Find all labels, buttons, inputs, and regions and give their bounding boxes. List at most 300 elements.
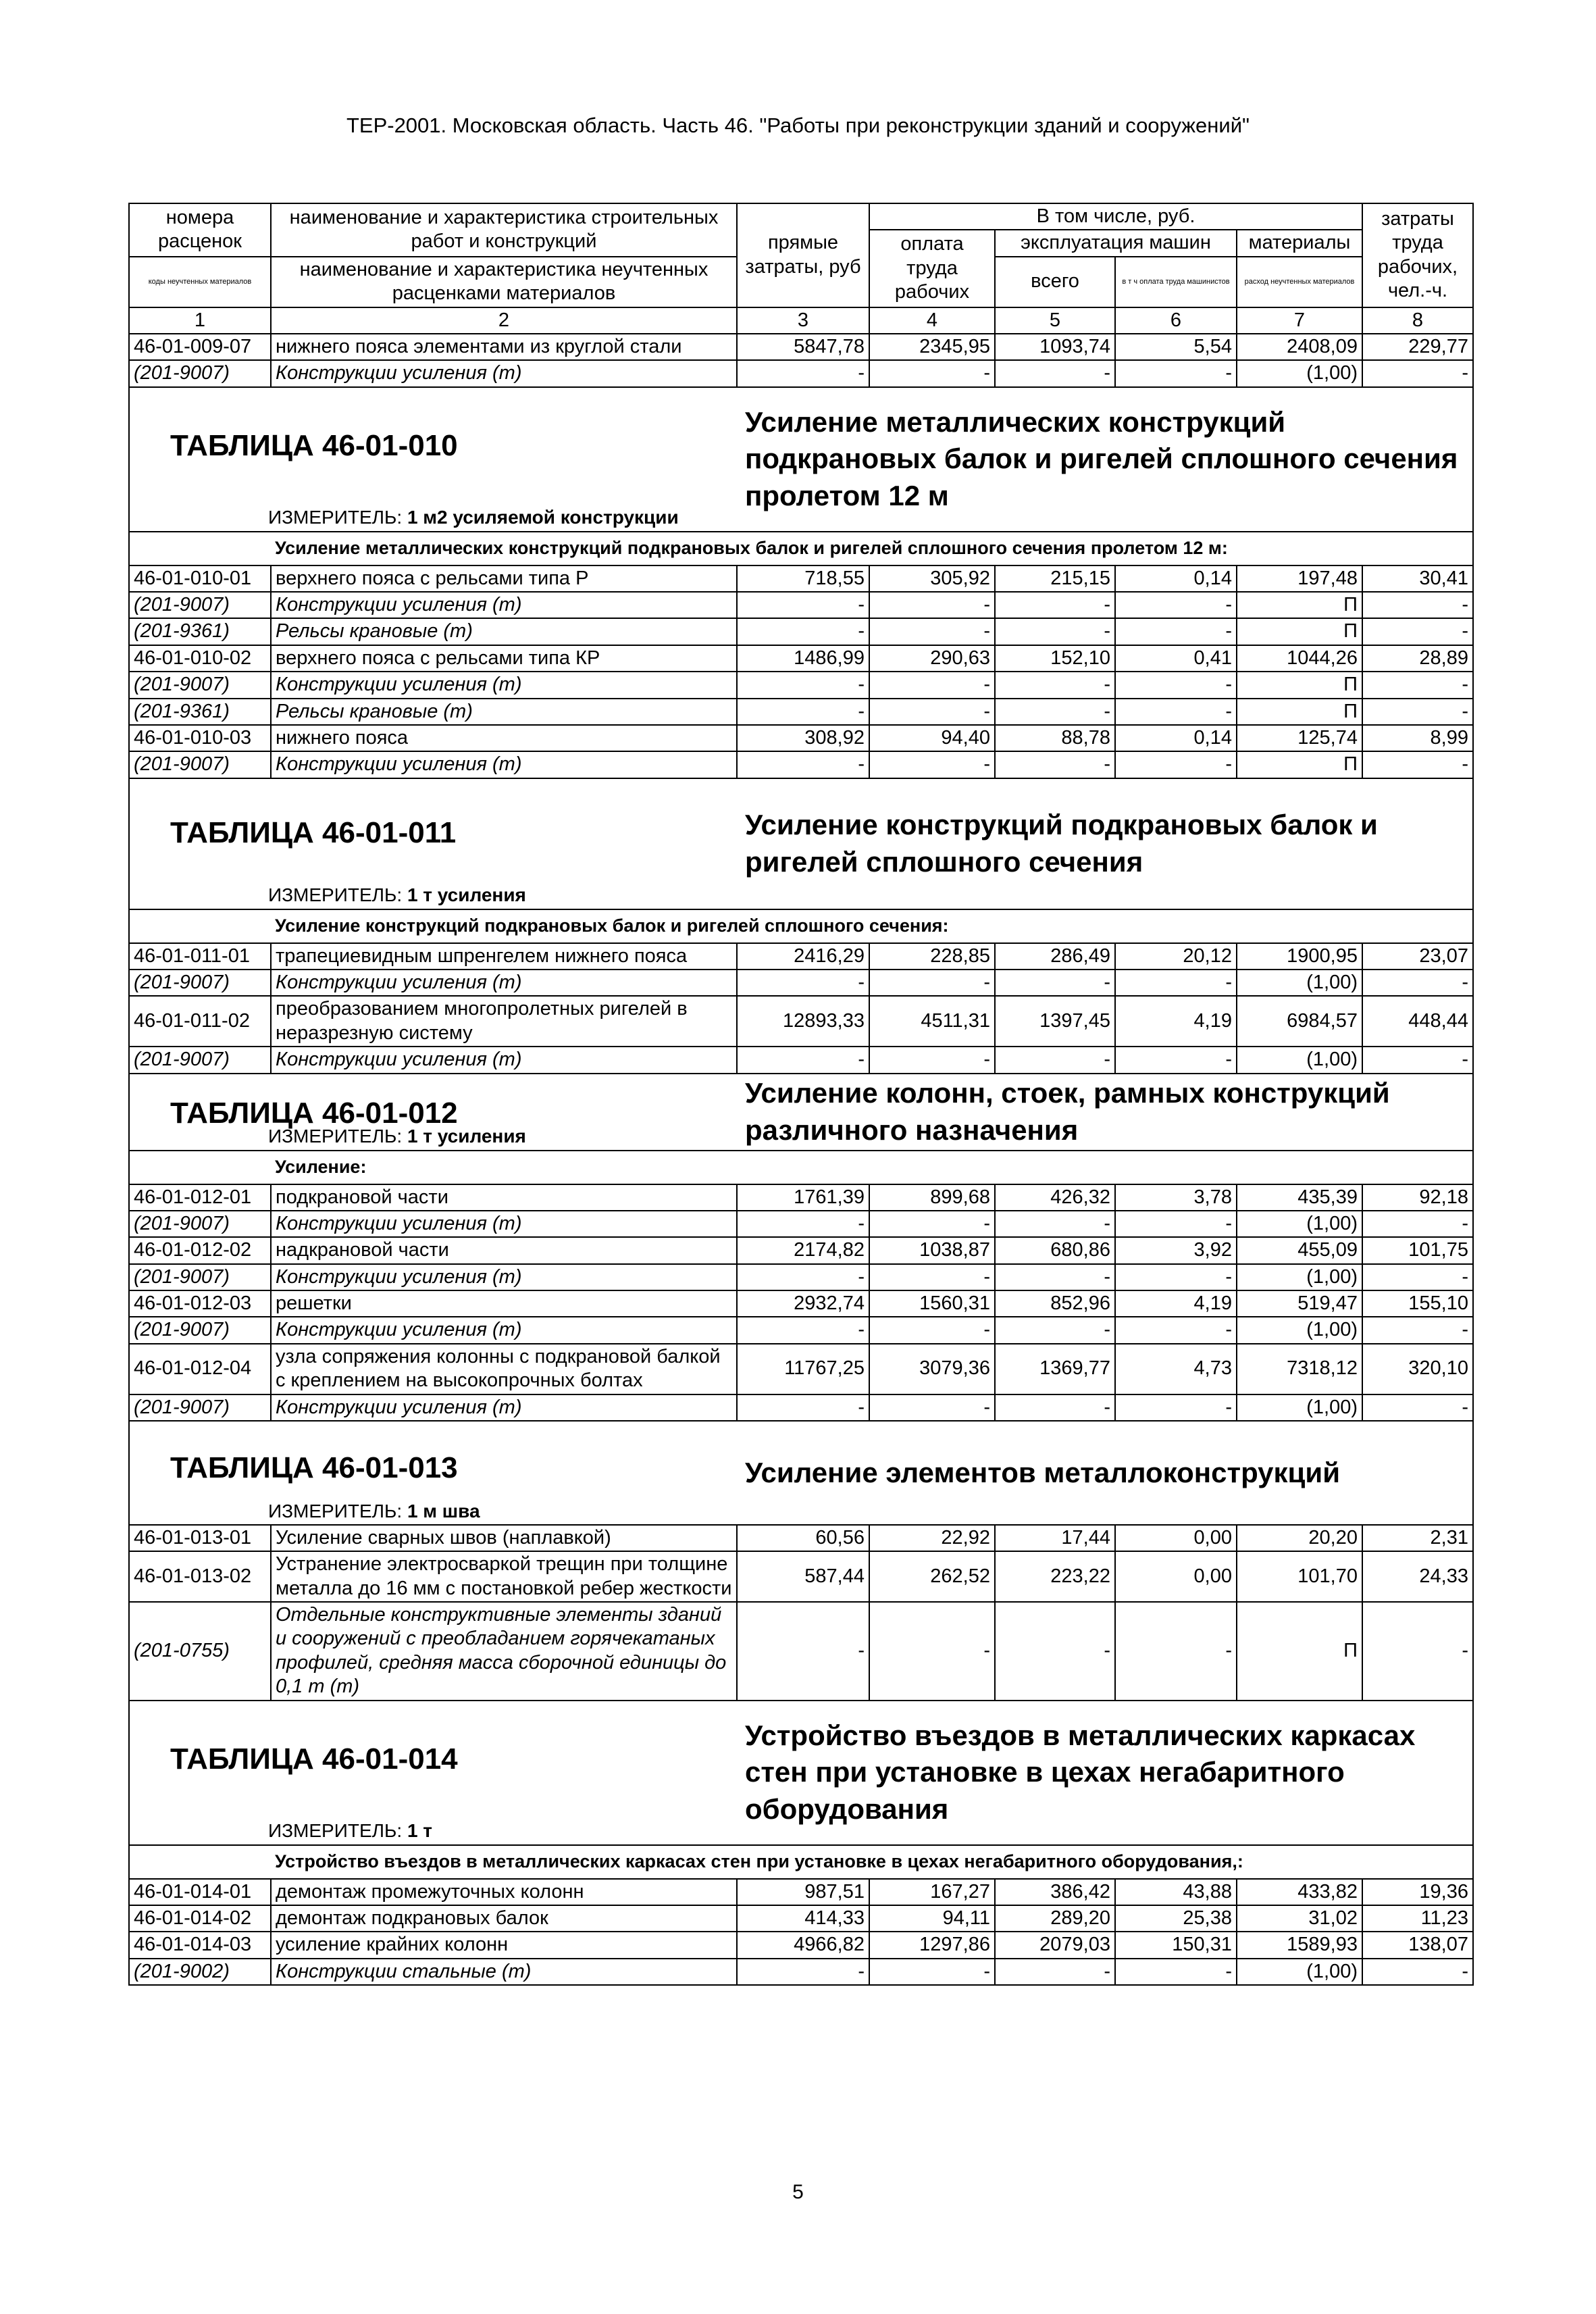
value-cell: 94,40 <box>869 725 995 751</box>
value-cell: - <box>737 1317 869 1343</box>
value-cell: 899,68 <box>869 1184 995 1211</box>
value-cell: 4966,82 <box>737 1932 869 1958</box>
value-cell: 433,82 <box>1237 1879 1362 1905</box>
material-row <box>129 751 1473 778</box>
value-cell: - <box>1362 1211 1473 1237</box>
table-title-row <box>129 778 1473 909</box>
value-cell: - <box>1362 360 1473 386</box>
rate-code: 46-01-009-07 <box>129 334 271 360</box>
rate-name: узла сопряжения колонны с подкрановой балкой с креплением на высокопрочных болтах <box>271 1344 737 1394</box>
measure-value: 1 т усиления <box>407 884 526 906</box>
value-cell: - <box>995 1959 1115 1985</box>
rate-code: 46-01-012-02 <box>129 1237 271 1263</box>
value-cell: 4,73 <box>1115 1344 1237 1394</box>
measure-line <box>268 1500 480 1523</box>
rate-name: верхнего пояса с рельсами типа КР <box>271 645 737 672</box>
table-row <box>129 645 1473 672</box>
value-cell: 20,20 <box>1237 1525 1362 1551</box>
rate-code: 46-01-010-02 <box>129 645 271 672</box>
value-cell: - <box>737 1211 869 1237</box>
material-row <box>129 1317 1473 1343</box>
value-cell: 1560,31 <box>869 1290 995 1317</box>
value-cell: (1,00) <box>1237 1317 1362 1343</box>
table-subtitle: Усиление конструкций подкрановых балок и ригелей сплошного сечения <box>737 778 1473 909</box>
value-cell: 680,86 <box>995 1237 1115 1263</box>
material-name: Конструкции усиления (т) <box>271 1317 737 1343</box>
material-code: (201-9007) <box>129 1394 271 1421</box>
material-code: (201-9007) <box>129 592 271 618</box>
material-code: (201-9007) <box>129 672 271 698</box>
table-title: ТАБЛИЦА 46-01-011 <box>170 815 457 849</box>
value-cell: - <box>869 1959 995 1985</box>
value-cell: 31,02 <box>1237 1905 1362 1932</box>
hdr-materials: материалы <box>1237 230 1362 256</box>
value-cell: - <box>1362 672 1473 698</box>
value-cell: 289,20 <box>995 1905 1115 1932</box>
value-cell: - <box>1362 970 1473 996</box>
measure-value: 1 т усиления <box>407 1126 526 1147</box>
value-cell: 3,78 <box>1115 1184 1237 1211</box>
value-cell: 30,41 <box>1362 565 1473 592</box>
value-cell: - <box>995 618 1115 645</box>
section-row <box>129 1151 1473 1184</box>
value-cell: П <box>1237 699 1362 725</box>
value-cell: 223,22 <box>995 1551 1115 1602</box>
value-cell: - <box>869 1211 995 1237</box>
rate-name: нижнего пояса <box>271 725 737 751</box>
table-title-block <box>129 1074 737 1151</box>
rate-name: демонтаж подкрановых балок <box>271 1905 737 1932</box>
col-num: 1 <box>129 307 271 334</box>
material-name: Конструкции усиления (т) <box>271 1047 737 1073</box>
value-cell: 455,09 <box>1237 1237 1362 1263</box>
value-cell: 1297,86 <box>869 1932 995 1958</box>
value-cell: - <box>869 1264 995 1290</box>
value-cell: 718,55 <box>737 565 869 592</box>
hdr-labor-pay: оплата труда рабочих <box>869 230 995 307</box>
col-num: 4 <box>869 307 995 334</box>
value-cell: 0,00 <box>1115 1525 1237 1551</box>
value-cell: 386,42 <box>995 1879 1115 1905</box>
table-row <box>129 1932 1473 1958</box>
value-cell: - <box>1362 1959 1473 1985</box>
material-code: (201-9007) <box>129 360 271 386</box>
value-cell: (1,00) <box>1237 1959 1362 1985</box>
value-cell: - <box>737 1047 869 1073</box>
value-cell: - <box>869 699 995 725</box>
value-cell: 2408,09 <box>1237 334 1362 360</box>
measure-line <box>268 1819 432 1842</box>
table-row <box>129 565 1473 592</box>
value-cell: 435,39 <box>1237 1184 1362 1211</box>
table-title: ТАБЛИЦА 46-01-010 <box>170 428 458 462</box>
hdr-incl-machinists: в т ч оплата труда машинистов <box>1115 257 1237 307</box>
material-name: Конструкции усиления (т) <box>271 360 737 386</box>
value-cell: - <box>869 970 995 996</box>
value-cell: 8,99 <box>1362 725 1473 751</box>
section-row <box>129 532 1473 565</box>
value-cell: - <box>737 1394 869 1421</box>
value-cell: 138,07 <box>1362 1932 1473 1958</box>
table-title: ТАБЛИЦА 46-01-013 <box>170 1451 458 1484</box>
value-cell: 1589,93 <box>1237 1932 1362 1958</box>
rate-name: демонтаж промежуточных колонн <box>271 1879 737 1905</box>
hdr-code-sub: коды неучтенных материалов <box>129 257 271 307</box>
value-cell: - <box>737 751 869 778</box>
table-subtitle: Усиление колонн, стоек, рамных конструкций различного назначения <box>737 1074 1473 1151</box>
value-cell: 152,10 <box>995 645 1115 672</box>
rate-code: 46-01-012-01 <box>129 1184 271 1211</box>
value-cell: (1,00) <box>1237 360 1362 386</box>
material-row <box>129 1959 1473 1985</box>
value-cell: 852,96 <box>995 1290 1115 1317</box>
material-code: (201-9007) <box>129 970 271 996</box>
rate-code: 46-01-010-03 <box>129 725 271 751</box>
value-cell: - <box>1362 1602 1473 1701</box>
value-cell: - <box>1362 1394 1473 1421</box>
rate-code: 46-01-013-02 <box>129 1551 271 1602</box>
page-number: 5 <box>792 2181 804 2203</box>
value-cell: - <box>1115 1047 1237 1073</box>
value-cell: - <box>869 672 995 698</box>
table-row <box>129 1290 1473 1317</box>
value-cell: П <box>1237 751 1362 778</box>
col-num: 7 <box>1237 307 1362 334</box>
material-code: (201-9007) <box>129 751 271 778</box>
value-cell: 4,19 <box>1115 996 1237 1047</box>
measure-value: 1 м2 усиляемой конструкции <box>407 507 679 528</box>
table-row <box>129 1525 1473 1551</box>
value-cell: 1486,99 <box>737 645 869 672</box>
material-row <box>129 1394 1473 1421</box>
value-cell: - <box>1115 1264 1237 1290</box>
value-cell: 0,14 <box>1115 565 1237 592</box>
material-row <box>129 672 1473 698</box>
value-cell: - <box>869 592 995 618</box>
value-cell: 2345,95 <box>869 334 995 360</box>
value-cell: П <box>1237 1602 1362 1701</box>
table-title-row <box>129 1701 1473 1845</box>
section-heading: Усиление металлических конструкций подкрановых балок и ригелей сплошного сечения пролетом 12 м: <box>271 532 1473 565</box>
material-name: Конструкции усиления (т) <box>271 1394 737 1421</box>
value-cell: 7318,12 <box>1237 1344 1362 1394</box>
value-cell: - <box>1115 360 1237 386</box>
value-cell: 22,92 <box>869 1525 995 1551</box>
value-cell: 17,44 <box>995 1525 1115 1551</box>
table-row <box>129 1184 1473 1211</box>
value-cell: 125,74 <box>1237 725 1362 751</box>
table-title: ТАБЛИЦА 46-01-012 <box>170 1096 458 1130</box>
value-cell: 5847,78 <box>737 334 869 360</box>
value-cell: - <box>1115 751 1237 778</box>
value-cell: - <box>1115 592 1237 618</box>
rate-name: преобразованием многопролетных ригелей в неразрезную систему <box>271 996 737 1047</box>
value-cell: П <box>1237 672 1362 698</box>
value-cell: 94,11 <box>869 1905 995 1932</box>
col-num: 5 <box>995 307 1115 334</box>
value-cell: - <box>995 1047 1115 1073</box>
value-cell: 3,92 <box>1115 1237 1237 1263</box>
value-cell: - <box>995 1394 1115 1421</box>
value-cell: 23,07 <box>1362 943 1473 970</box>
value-cell: 1397,45 <box>995 996 1115 1047</box>
value-cell: - <box>737 1602 869 1701</box>
table-row <box>129 1879 1473 1905</box>
section-row <box>129 1845 1473 1879</box>
material-name: Конструкции усиления (т) <box>271 1211 737 1237</box>
hdr-mat-consumption: расход неучтенных материалов <box>1237 257 1362 307</box>
value-cell: - <box>1362 699 1473 725</box>
hdr-machines: эксплуатация машин <box>995 230 1237 256</box>
table-row <box>129 334 1473 360</box>
measure-label: ИЗМЕРИТЕЛЬ: <box>268 884 403 906</box>
value-cell: 2079,03 <box>995 1932 1115 1958</box>
value-cell: 426,32 <box>995 1184 1115 1211</box>
table-row <box>129 1905 1473 1932</box>
value-cell: 228,85 <box>869 943 995 970</box>
value-cell: (1,00) <box>1237 1264 1362 1290</box>
value-cell: 60,56 <box>737 1525 869 1551</box>
col-num: 8 <box>1362 307 1473 334</box>
material-row <box>129 1211 1473 1237</box>
rate-code: 46-01-012-04 <box>129 1344 271 1394</box>
value-cell: 3079,36 <box>869 1344 995 1394</box>
material-code: (201-9002) <box>129 1959 271 1985</box>
value-cell: - <box>869 1317 995 1343</box>
hdr-direct: прямые затраты, руб <box>737 203 869 307</box>
value-cell: 290,63 <box>869 645 995 672</box>
value-cell: 1761,39 <box>737 1184 869 1211</box>
value-cell: 229,77 <box>1362 334 1473 360</box>
col-num: 2 <box>271 307 737 334</box>
rate-name: Усиление сварных швов (наплавкой) <box>271 1525 737 1551</box>
value-cell: - <box>1362 751 1473 778</box>
value-cell: - <box>737 699 869 725</box>
value-cell: 25,38 <box>1115 1905 1237 1932</box>
value-cell: - <box>995 1264 1115 1290</box>
header-row-1 <box>129 203 1473 230</box>
table-row <box>129 1237 1473 1263</box>
value-cell: 101,70 <box>1237 1551 1362 1602</box>
rate-code: 46-01-012-03 <box>129 1290 271 1317</box>
table-subtitle: Усиление элементов металлоконструкций <box>737 1421 1473 1525</box>
material-code: (201-9007) <box>129 1047 271 1073</box>
hdr-labor-cost: затраты труда рабочих, чел.-ч. <box>1362 203 1473 307</box>
value-cell: 215,15 <box>995 565 1115 592</box>
value-cell: 28,89 <box>1362 645 1473 672</box>
value-cell: 448,44 <box>1362 996 1473 1047</box>
material-row <box>129 1264 1473 1290</box>
value-cell: 0,14 <box>1115 725 1237 751</box>
value-cell: - <box>869 360 995 386</box>
value-cell: - <box>1115 1394 1237 1421</box>
section-blank <box>129 1845 271 1879</box>
value-cell: - <box>1362 592 1473 618</box>
material-code: (201-9007) <box>129 1264 271 1290</box>
header-numbers <box>129 307 1473 334</box>
value-cell: 43,88 <box>1115 1879 1237 1905</box>
rate-name: верхнего пояса с рельсами типа Р <box>271 565 737 592</box>
section-heading: Усиление конструкций подкрановых балок и ригелей сплошного сечения: <box>271 909 1473 943</box>
value-cell: 167,27 <box>869 1879 995 1905</box>
value-cell: - <box>995 1211 1115 1237</box>
value-cell: - <box>737 618 869 645</box>
value-cell: 414,33 <box>737 1905 869 1932</box>
table-title-row <box>129 1074 1473 1151</box>
value-cell: (1,00) <box>1237 1047 1362 1073</box>
value-cell: 320,10 <box>1362 1344 1473 1394</box>
material-code: (201-9007) <box>129 1317 271 1343</box>
value-cell: 155,10 <box>1362 1290 1473 1317</box>
section-blank <box>129 1151 271 1184</box>
hdr-total: всего <box>995 257 1115 307</box>
table-title-row <box>129 1421 1473 1525</box>
col-num: 3 <box>737 307 869 334</box>
section-blank <box>129 532 271 565</box>
page-title: ТЕР-2001. Московская область. Часть 46. "Работы при реконструкции зданий и сооружений" <box>346 114 1250 137</box>
value-cell: 1369,77 <box>995 1344 1115 1394</box>
value-cell: - <box>869 1047 995 1073</box>
value-cell: 19,36 <box>1362 1879 1473 1905</box>
material-row <box>129 699 1473 725</box>
material-name: Конструкции усиления (т) <box>271 1264 737 1290</box>
material-row <box>129 592 1473 618</box>
rate-name: нижнего пояса элементами из круглой стали <box>271 334 737 360</box>
value-cell: 1038,87 <box>869 1237 995 1263</box>
value-cell: - <box>995 1317 1115 1343</box>
value-cell: - <box>1115 970 1237 996</box>
value-cell: 11,23 <box>1362 1905 1473 1932</box>
rate-code: 46-01-014-02 <box>129 1905 271 1932</box>
value-cell: 12893,33 <box>737 996 869 1047</box>
value-cell: 987,51 <box>737 1879 869 1905</box>
value-cell: - <box>1362 1047 1473 1073</box>
material-row <box>129 970 1473 996</box>
table-row <box>129 725 1473 751</box>
section-blank <box>129 909 271 943</box>
value-cell: 5,54 <box>1115 334 1237 360</box>
value-cell: 88,78 <box>995 725 1115 751</box>
value-cell: 92,18 <box>1362 1184 1473 1211</box>
measure-value: 1 т <box>407 1820 433 1842</box>
material-name: Конструкции усиления (т) <box>271 672 737 698</box>
value-cell: 0,41 <box>1115 645 1237 672</box>
table-title-row <box>129 387 1473 532</box>
table-title-block <box>129 387 737 532</box>
material-name: Рельсы крановые (т) <box>271 699 737 725</box>
material-name: Рельсы крановые (т) <box>271 618 737 645</box>
material-row <box>129 1047 1473 1073</box>
value-cell: - <box>1115 1602 1237 1701</box>
value-cell: - <box>995 751 1115 778</box>
value-cell: 2932,74 <box>737 1290 869 1317</box>
measure-label: ИЗМЕРИТЕЛЬ: <box>268 1500 403 1521</box>
value-cell: 2416,29 <box>737 943 869 970</box>
material-name: Конструкции усиления (т) <box>271 970 737 996</box>
material-code: (201-9007) <box>129 1211 271 1237</box>
material-code: (201-0755) <box>129 1602 271 1701</box>
value-cell: 101,75 <box>1362 1237 1473 1263</box>
table-row <box>129 996 1473 1047</box>
material-code: (201-9361) <box>129 618 271 645</box>
measure-line <box>268 1125 526 1148</box>
rate-name: подкрановой части <box>271 1184 737 1211</box>
hdr-name-sub: наименование и характеристика неучтенных расценками материалов <box>271 257 737 307</box>
value-cell: - <box>869 1394 995 1421</box>
rate-name: решетки <box>271 1290 737 1317</box>
table-title-block <box>129 778 737 909</box>
table-row <box>129 1344 1473 1394</box>
value-cell: - <box>737 1959 869 1985</box>
rate-code: 46-01-014-01 <box>129 1879 271 1905</box>
measure-value: 1 м шва <box>407 1500 480 1521</box>
value-cell: 587,44 <box>737 1551 869 1602</box>
value-cell: 519,47 <box>1237 1290 1362 1317</box>
measure-label: ИЗМЕРИТЕЛЬ: <box>268 1820 403 1842</box>
measure-line <box>268 506 679 529</box>
section-heading: Устройство въездов в металлических каркасах стен при установке в цехах негабаритного оборудования,: <box>271 1845 1473 1879</box>
value-cell: 197,48 <box>1237 565 1362 592</box>
value-cell: - <box>737 360 869 386</box>
value-cell: - <box>995 592 1115 618</box>
value-cell: - <box>1362 1317 1473 1343</box>
table-subtitle: Усиление металлических конструкций подкрановых балок и ригелей сплошного сечения пролетом 12 м <box>737 387 1473 532</box>
value-cell: 4,19 <box>1115 1290 1237 1317</box>
value-cell: 4511,31 <box>869 996 995 1047</box>
measure-label: ИЗМЕРИТЕЛЬ: <box>268 1126 403 1147</box>
value-cell: - <box>1115 672 1237 698</box>
value-cell: (1,00) <box>1237 1394 1362 1421</box>
value-cell: 20,12 <box>1115 943 1237 970</box>
rate-code: 46-01-011-01 <box>129 943 271 970</box>
value-cell: 305,92 <box>869 565 995 592</box>
value-cell: 150,31 <box>1115 1932 1237 1958</box>
value-cell: - <box>737 672 869 698</box>
value-cell: П <box>1237 618 1362 645</box>
value-cell: - <box>1362 618 1473 645</box>
price-table <box>128 203 1472 1986</box>
measure-label: ИЗМЕРИТЕЛЬ: <box>268 507 403 528</box>
value-cell: 1044,26 <box>1237 645 1362 672</box>
rate-code: 46-01-014-03 <box>129 1932 271 1958</box>
table-row <box>129 1551 1473 1602</box>
rate-code: 46-01-013-01 <box>129 1525 271 1551</box>
value-cell: - <box>869 751 995 778</box>
material-name: Конструкции стальные (т) <box>271 1959 737 1985</box>
value-cell: - <box>1362 1264 1473 1290</box>
rate-name: надкрановой части <box>271 1237 737 1263</box>
value-cell: 2,31 <box>1362 1525 1473 1551</box>
value-cell: - <box>995 672 1115 698</box>
value-cell: 0,00 <box>1115 1551 1237 1602</box>
table-title-block <box>129 1701 737 1845</box>
value-cell: - <box>995 1602 1115 1701</box>
rate-code: 46-01-010-01 <box>129 565 271 592</box>
table-row <box>129 943 1473 970</box>
value-cell: - <box>737 592 869 618</box>
value-cell: - <box>1115 1211 1237 1237</box>
rate-code: 46-01-011-02 <box>129 996 271 1047</box>
value-cell: 308,92 <box>737 725 869 751</box>
value-cell: - <box>869 1602 995 1701</box>
value-cell: 286,49 <box>995 943 1115 970</box>
value-cell: - <box>1115 1959 1237 1985</box>
value-cell: (1,00) <box>1237 1211 1362 1237</box>
value-cell: - <box>1115 699 1237 725</box>
material-row <box>129 360 1473 386</box>
value-cell: 1093,74 <box>995 334 1115 360</box>
table-title: ТАБЛИЦА 46-01-014 <box>170 1742 458 1776</box>
